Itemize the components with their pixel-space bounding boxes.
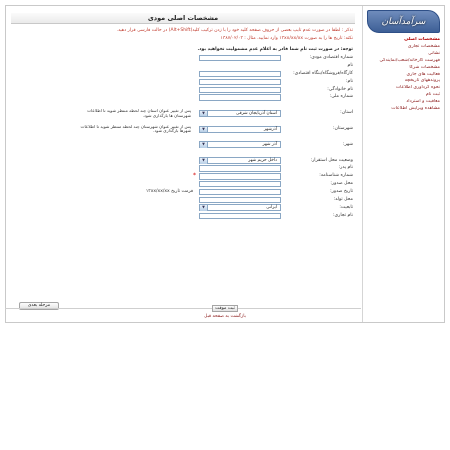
spacer — [5, 149, 361, 157]
national-code-input[interactable] — [199, 94, 281, 100]
trade-name-input[interactable] — [199, 213, 281, 219]
issue-place-label: محل صدور: — [330, 181, 353, 187]
residence-label: وضعیت محل استقرار: — [310, 157, 353, 163]
submit-button[interactable]: ثبت موقت — [212, 305, 238, 312]
row-city — [5, 141, 361, 149]
row-national-code — [5, 93, 361, 101]
main-content — [5, 6, 361, 322]
row-birth-place — [5, 196, 361, 204]
id-number-input[interactable] — [199, 173, 281, 179]
province-hint: پس از تغییر عنوان استان چند لحظه منتظر شوید تا اطلاعات شهرستان ها بارگذاری شود. — [87, 108, 191, 118]
city-select-value: آذر شهر — [262, 142, 277, 148]
national-code-label: شماره ملی: — [329, 94, 353, 100]
keyboard-note: تذکر : لطفا در صورت عدم تایپ بعضی از حروف صفحه کلید خود را با زدن ترکیب کلید(Alt+Shift) در حالت فارسی قرار دهید. — [116, 28, 353, 33]
row-father — [5, 164, 361, 172]
nationality-label: تابعیت: — [339, 204, 353, 210]
county-hint: پس از تغییر عنوان شهرستان چند لحظه منتظر شوید تا اطلاعات شهرها بارگذاری شود. — [80, 124, 191, 134]
chevron-down-icon: ▼ — [200, 127, 208, 133]
registration-warning: توجه: در صورت ثبت نام شما قادر به اعلام عدم مشمولیت نخواهید بود. — [197, 46, 353, 52]
brand-logo-text: سرآمدآسان — [381, 16, 426, 27]
sidebar-item[interactable]: ثبت نام — [425, 92, 440, 98]
brand-logo — [367, 10, 440, 33]
sidebar-item[interactable]: معافیت و استرداد — [406, 99, 440, 105]
sidebar — [362, 6, 444, 322]
row-trade-name — [5, 212, 361, 220]
row-residence — [5, 157, 361, 165]
county-select-value: آذرشهر — [263, 126, 277, 132]
nationality-select[interactable] — [199, 204, 281, 211]
main-form — [5, 54, 361, 220]
economic-code-label: شماره اقتصادی مودی: — [309, 55, 353, 60]
province-select[interactable] — [199, 110, 281, 117]
nationality-select-value: ایرانی — [266, 205, 277, 211]
app-frame — [5, 5, 445, 323]
required-mark: * — [193, 172, 196, 180]
issue-date-input[interactable] — [199, 189, 281, 195]
father-label: نام پدر: — [338, 165, 353, 171]
sidebar-menu — [363, 37, 444, 113]
name-caption-label: نام — [347, 62, 353, 68]
province-label: استان: — [340, 110, 353, 116]
row-nationality — [5, 204, 361, 212]
date-format-note: نکته: تاریخ ها را به صورت ۱۳xx/xx/xx وارد نمایید. مثال : ۱۳۸۷/۰۲/۰۳ — [220, 36, 353, 42]
city-label: شهر: — [342, 141, 353, 147]
next-stage-button[interactable]: مرحله بعدی — [19, 302, 59, 310]
sidebar-item[interactable]: پروندههای تاریخچه — [404, 78, 440, 84]
row-workshop — [5, 70, 361, 78]
row-issue-date — [5, 188, 361, 196]
sidebar-item[interactable]: فهرست کارخانه/شعب/نمایندگی — [379, 57, 440, 63]
county-select[interactable] — [199, 126, 281, 133]
row-county — [5, 125, 361, 133]
chevron-down-icon: ▼ — [200, 142, 208, 148]
family-name-input[interactable] — [199, 87, 281, 93]
birth-place-label: محل تولد: — [333, 197, 353, 203]
sidebar-item[interactable]: نشانی — [428, 50, 440, 56]
sidebar-item[interactable]: مشخصات تجاری — [407, 43, 440, 49]
bottom-actions — [0, 305, 450, 319]
residence-select-value: داخل حریم شهر — [248, 158, 277, 164]
residence-select[interactable] — [199, 157, 281, 164]
row-family-name — [5, 86, 361, 94]
row-first-name — [5, 78, 361, 86]
first-name-label: نام: — [345, 78, 353, 84]
father-input[interactable] — [199, 165, 281, 171]
economic-code-input[interactable] — [199, 55, 281, 61]
spacer — [5, 133, 361, 141]
workshop-label: کارگاه/فروشگاه/بنگاه اقتصادی: — [293, 70, 353, 76]
chevron-down-icon: ▼ — [200, 111, 208, 117]
row-province — [5, 109, 361, 117]
sidebar-item[interactable]: مشاهده ویرایش اطلاعات — [391, 106, 440, 112]
issue-place-input[interactable] — [199, 181, 281, 187]
sidebar-item[interactable]: مشخصات اصلی — [404, 37, 440, 42]
issue-date-label: تاریخ صدور: — [330, 189, 353, 195]
sidebar-item[interactable]: نحوه گردآوری اطلاعات — [395, 85, 440, 91]
row-name-caption — [5, 62, 361, 70]
first-name-input[interactable] — [199, 79, 281, 85]
sidebar-item[interactable]: مشخصات شرکا — [409, 64, 440, 70]
city-select[interactable] — [199, 141, 281, 148]
row-id-number — [5, 172, 361, 180]
back-link[interactable]: بازگشت به صفحه قبل — [204, 314, 246, 319]
chevron-down-icon: ▼ — [200, 158, 208, 164]
province-select-value: استان آذربایجان شرقی — [235, 110, 277, 116]
workshop-input[interactable] — [199, 71, 281, 77]
family-name-label: نام خانوادگی: — [327, 86, 353, 92]
trade-name-label: نام تجاری: — [333, 212, 353, 218]
row-issue-place — [5, 180, 361, 188]
county-label: شهرستان: — [332, 126, 353, 132]
page-title: مشخصات اصلی مودی — [11, 13, 355, 24]
id-number-label: شماره شناسنامه: — [319, 173, 353, 179]
sidebar-item[interactable]: فعالیت های جاری — [406, 71, 440, 77]
row-economic-code — [5, 54, 361, 62]
birth-place-input[interactable] — [199, 197, 281, 203]
date-format-hint: فرمت تاریخ ۱۳xx/xx/xx — [145, 189, 193, 195]
chevron-down-icon: ▼ — [200, 205, 208, 211]
